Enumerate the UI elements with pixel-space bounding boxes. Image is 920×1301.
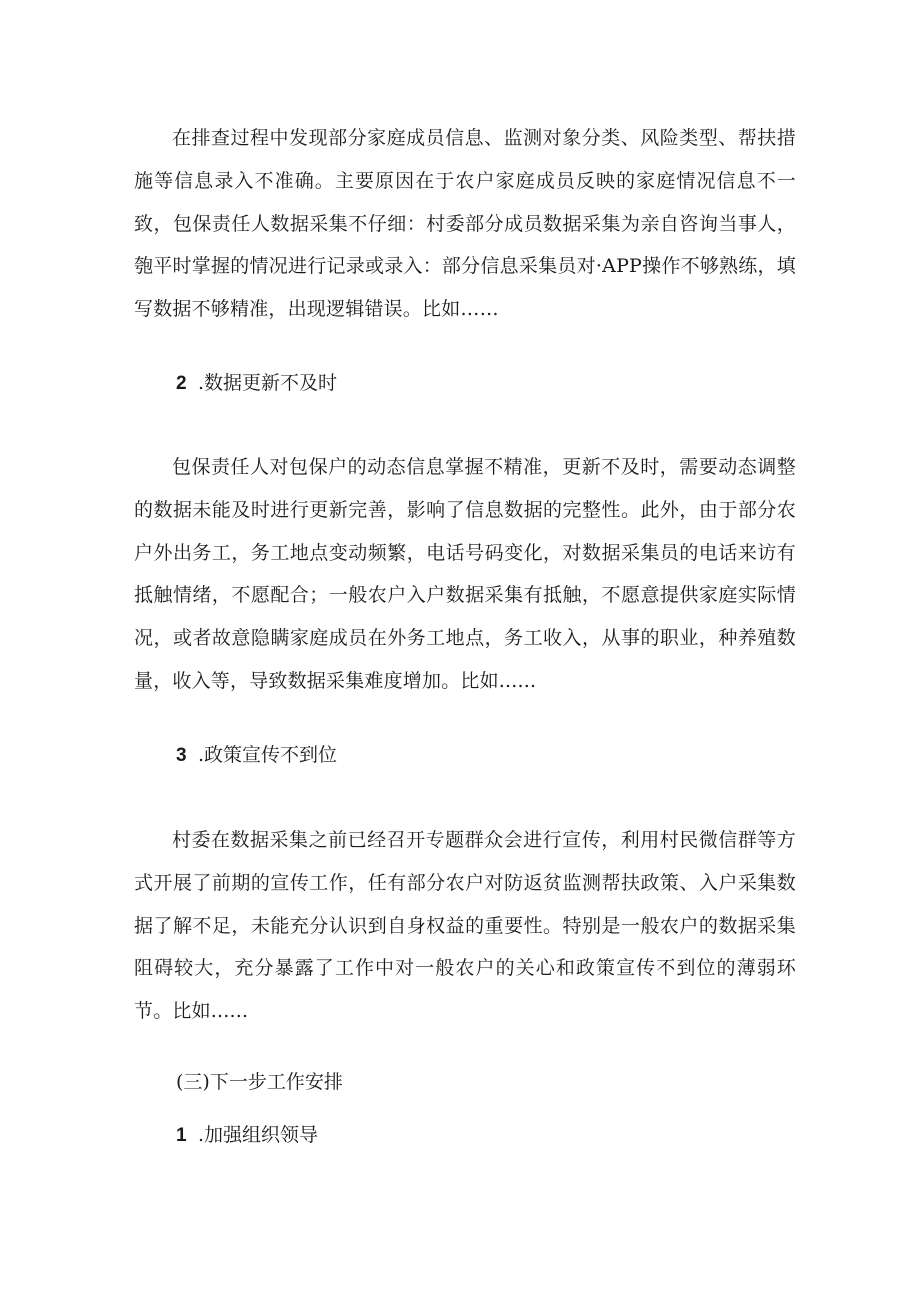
heading-policy-promotion (176, 743, 337, 768)
paragraph-policy-promotion-issues: 村委在数据采集之前已经召开专题群众会进行宣传，利用村民微信群等方式开展了前期的宣传工作，任有部分农户对防返贫监测帮扶政策、入户采集数据了解不足，未能充分认识到自身权益的重要性。特别是一般农户的数据采集阻碍较大，充分暴露了工作中对一般农户的关心和政策宣传不到位的薄弱环节。比如...... (134, 829, 796, 1023)
paragraph-data-entry-issues: 在排查过程中发现部分家庭成员信息、监测对象分类、风险类型、帮扶措施等信息录入不准确。主要原因在于农户家庭成员反映的家庭情况信息不一致，包保责任人数据采集不仔细：村委部分成员数据采集为亲自咨询当事人，匏平时掌握的情况进行记录或录入：部分信息采集员对·APP操作不够熟练，填写数据不够精准，出现逻辑错误。比如…… (134, 127, 796, 321)
heading-number: 2 (176, 373, 187, 394)
heading-number: 1 (176, 1125, 187, 1146)
heading-text: .政策宣传不到位 (198, 744, 338, 766)
heading-text: .数据更新不及时 (198, 372, 338, 394)
heading-text: .加强组织领导 (198, 1124, 319, 1146)
heading-number: 3 (176, 745, 187, 766)
paragraph-data-update-issues: 包保责任人对包保户的动态信息掌握不精准，更新不及时，需要动态调整的数据未能及时进行更新完善，影响了信息数据的完整性。此外，由于部分农户外出务工，务工地点变动频繁，电话号码变化，对数据采集员的电话来访有抵触情绪，不愿配合；一般农户入户数据采集有抵触，不愿意提供家庭实际情况，或者故意隐瞒家庭成员在外务工地点，务工收入，从事的职业，种养殖数量，收入等，导致数据采集难度增加。比如...... (134, 456, 796, 692)
heading-strengthen-leadership (176, 1123, 318, 1148)
section-heading-next-steps: (三)下一步工作安排 (176, 1071, 343, 1093)
heading-data-update-delay (176, 371, 337, 396)
